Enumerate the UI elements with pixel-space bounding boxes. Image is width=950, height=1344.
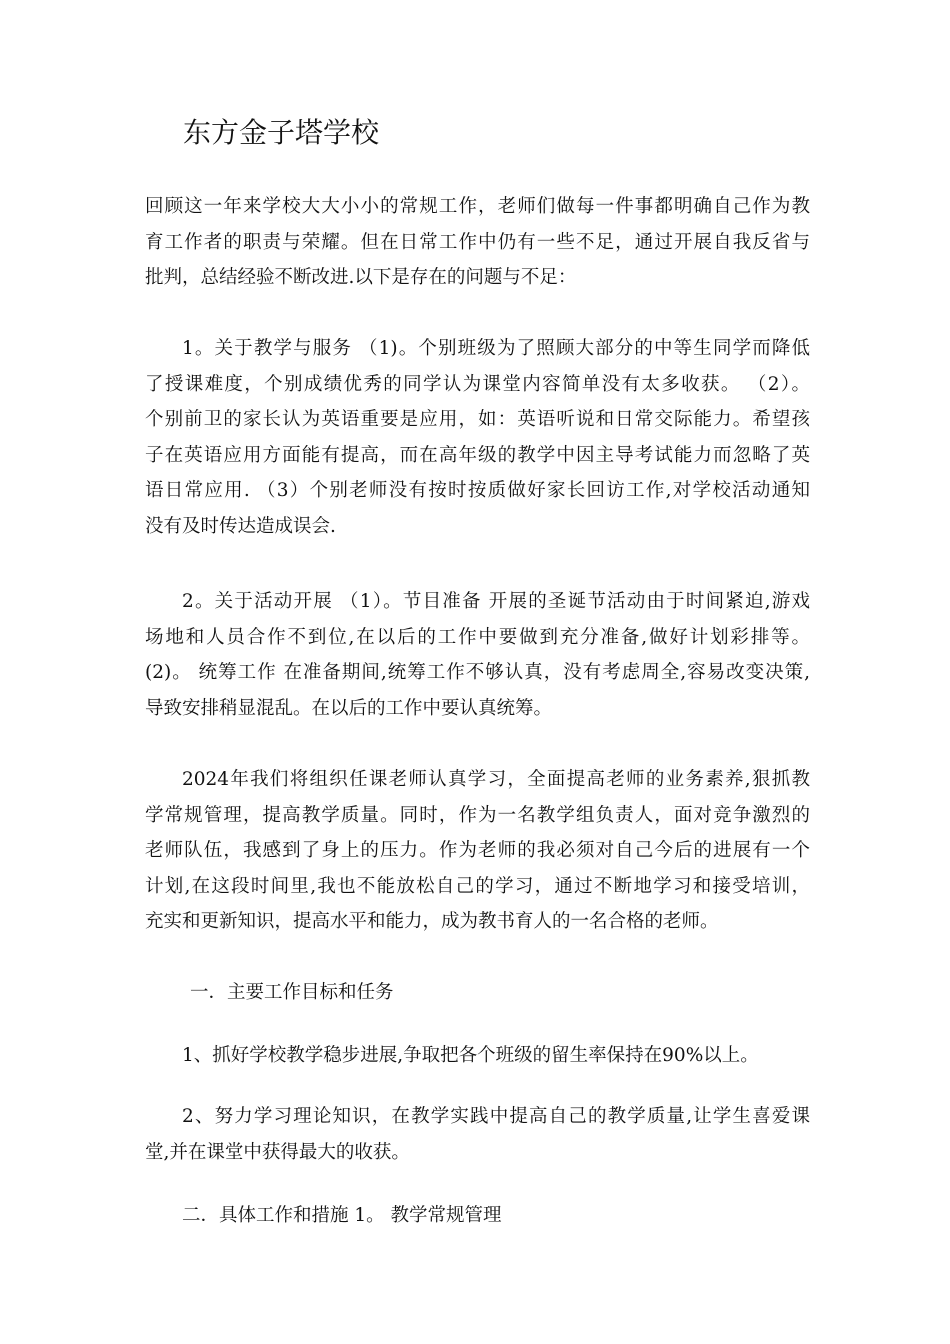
goal2-line: 2、努力学习理论知识，在教学实践中提高自己的教学质量,让学生喜爱课 (182, 1106, 810, 1127)
intro-paragraph (145, 189, 810, 296)
intro-line: 育工作者的职责与荣耀。但在日常工作中仍有一些不足，通过开展自我反省与 (145, 231, 810, 253)
section2-line: (2)。 统筹工作 在准备期间,统筹工作不够认真，没有考虑周全,容易改变决策, (145, 662, 810, 683)
section2-line: 场地和人员合作不到位,在以后的工作中要做到充分准备,做好计划彩排等。 (145, 626, 810, 648)
section2-paragraph (145, 584, 810, 726)
section1-line: 没有及时传达造成误会. (145, 515, 336, 537)
section2-line: 2。关于活动开展 （1）。节目准备 开展的圣诞节活动由于时间紧迫,游戏 (182, 591, 810, 612)
section1-line: 1。关于教学与服务 （1)。个别班级为了照顾大部分的中等生同学而降低 (182, 338, 810, 359)
plan-line: 老师队伍，我感到了身上的压力。作为老师的我必须对自己今后的进展有一个 (145, 840, 810, 861)
section1-line: 了授课难度，个别成绩优秀的同学认为课堂内容简单没有太多收获。 （2）。 (145, 373, 810, 395)
section-heading-one: 一．主要工作目标和任务 (190, 982, 394, 1003)
intro-line: 批判，总结经验不断改进.以下是存在的问题与不足： (145, 267, 577, 288)
goal2-line: 堂,并在课堂中获得最大的收获。 (145, 1141, 410, 1163)
section1-line: 语日常应用. （3）个别老师没有按时按质做好家长回访工作,对学校活动通知 (145, 480, 810, 501)
plan-line: 学常规管理，提高教学质量。同时，作为一名教学组负责人，面对竞争激烈的 (145, 804, 810, 826)
plan-paragraph (145, 762, 810, 940)
intro-line: 回顾这一年来学校大大小小的常规工作，老师们做每一件事都明确自己作为教 (145, 196, 810, 217)
plan-line: 2024年我们将组织任课老师认真学习，全面提高老师的业务素养,狠抓教 (182, 769, 810, 790)
section-heading-two: 二．具体工作和措施 1。 教学常规管理 (182, 1205, 502, 1226)
section1-line: 个别前卫的家长认为英语重要是应用，如：英语听说和日常交际能力。希望孩 (145, 409, 810, 430)
section1-paragraph (145, 331, 810, 544)
section2-line: 导致安排稍显混乱。在以后的工作中要认真统筹。 (145, 697, 553, 719)
plan-line: 计划,在这段时间里,我也不能放松自己的学习，通过不断地学习和接受培训， (145, 875, 810, 897)
goal-item-2 (145, 1099, 810, 1170)
goal-item-1: 1、抓好学校教学稳步进展,争取把各个班级的留生率保持在90%以上。 (182, 1045, 759, 1066)
section1-line: 子在英语应用方面能有提高，而在高年级的教学中因主导考试能力而忽略了英 (145, 444, 810, 466)
document-title: 东方金子塔学校 (183, 116, 380, 149)
plan-line: 充实和更新知识，提高水平和能力，成为教书育人的一名合格的老师。 (145, 911, 719, 932)
